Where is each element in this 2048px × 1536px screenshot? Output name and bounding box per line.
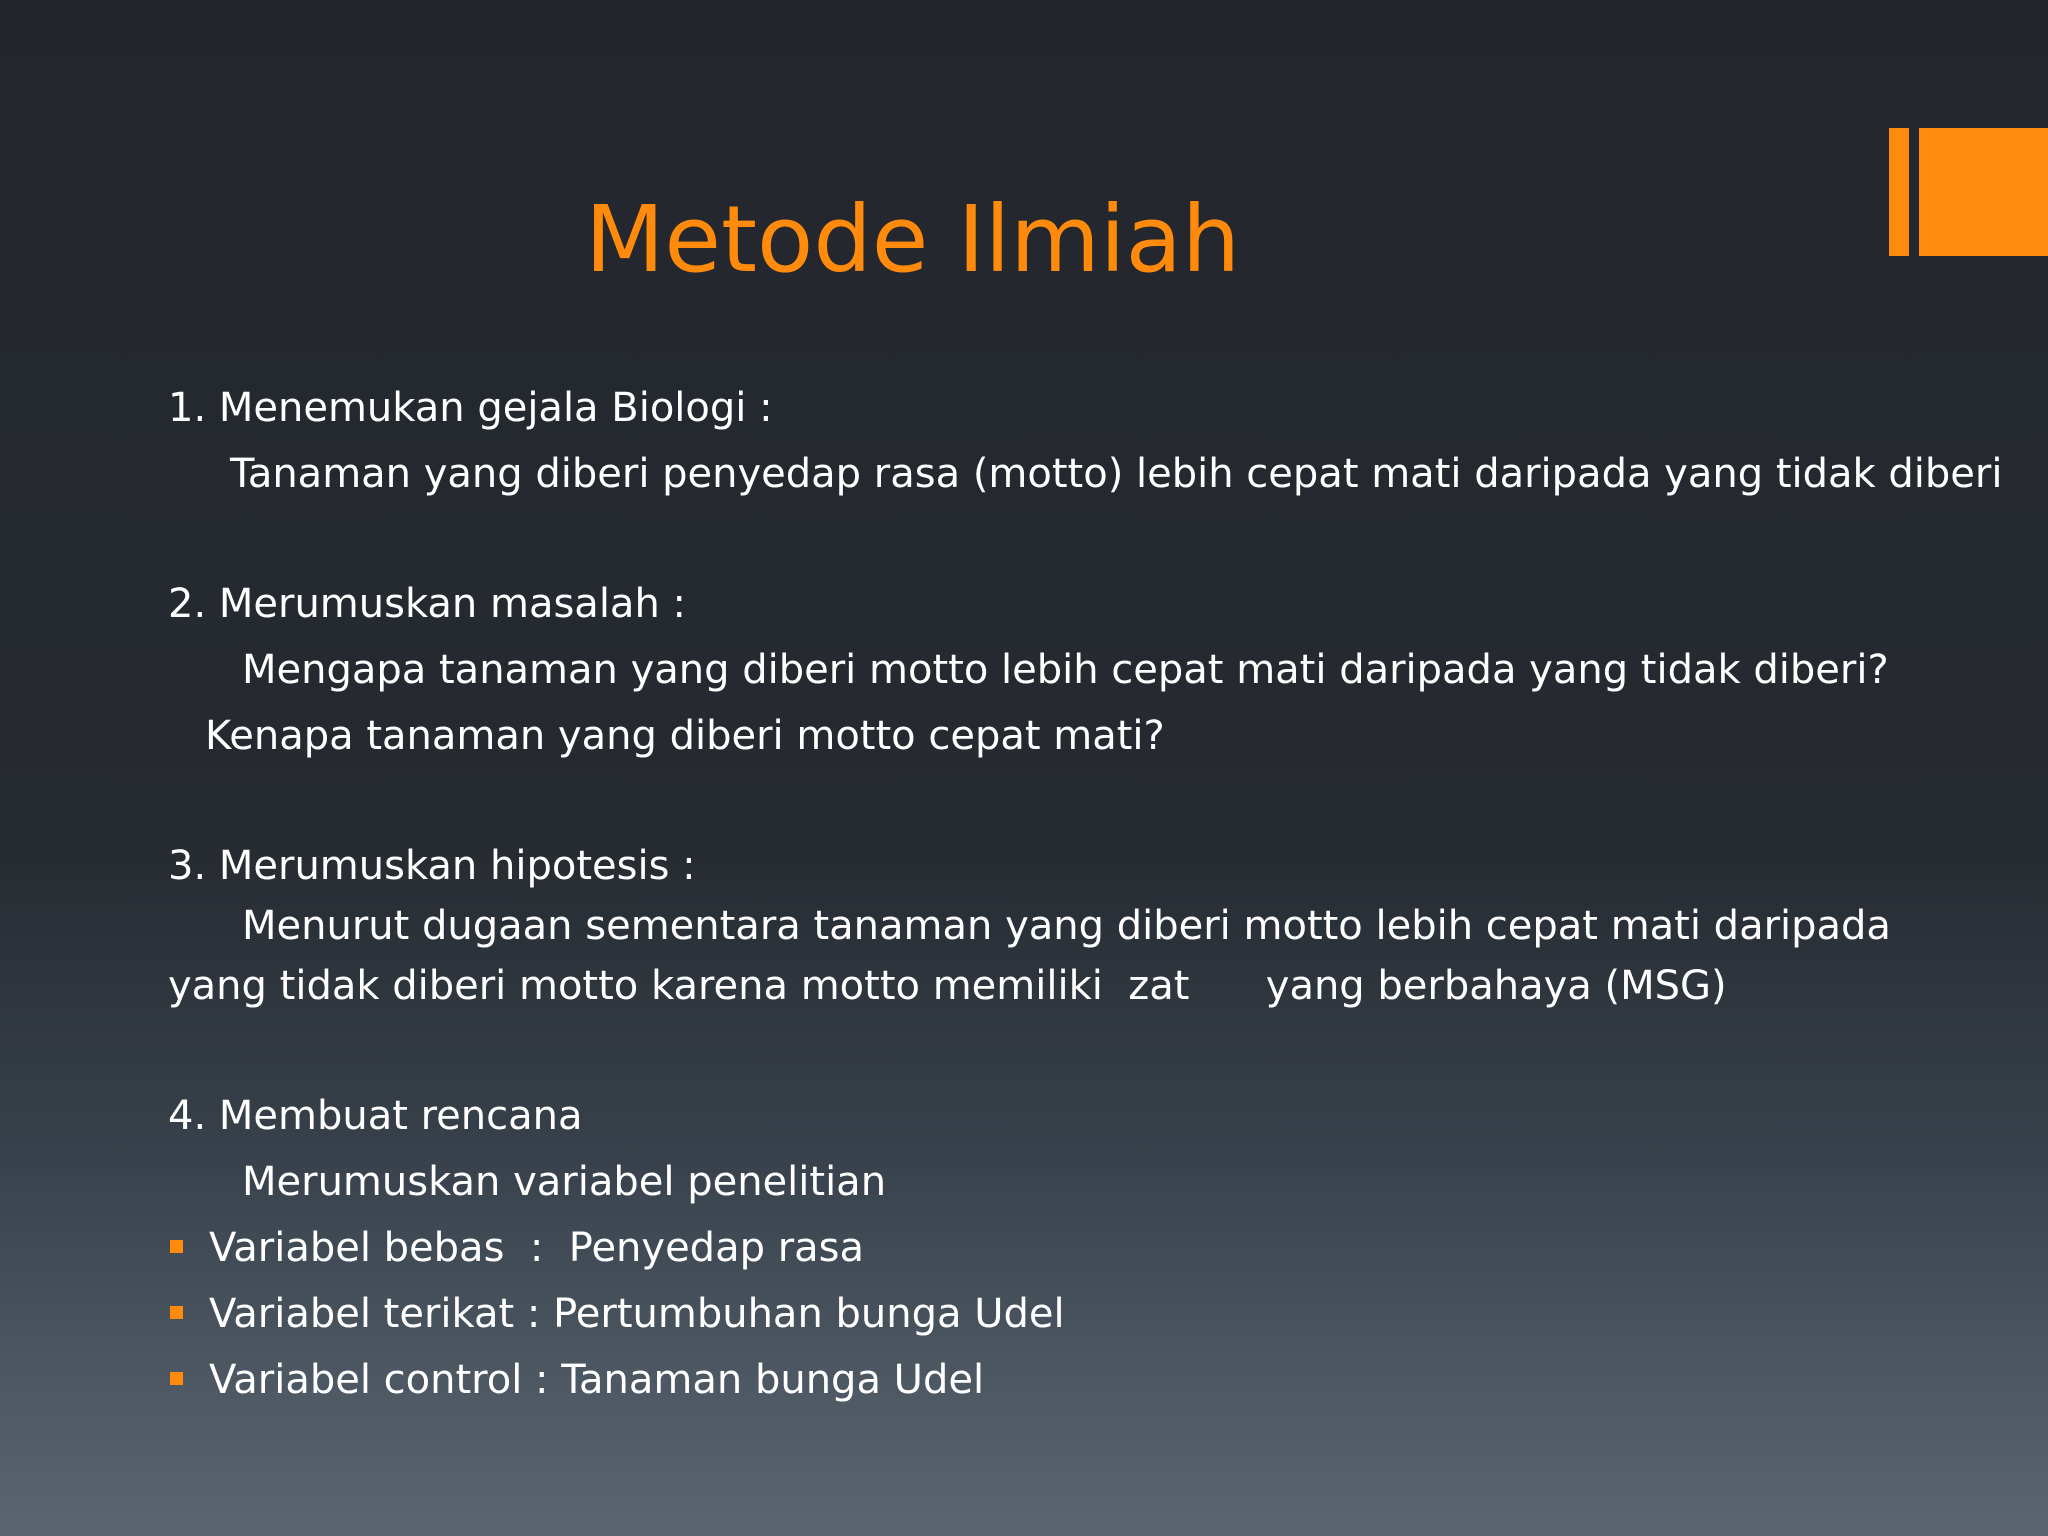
list-item-text: Variabel terikat : Pertumbuhan bunga Udel — [209, 1291, 1065, 1337]
slide-content — [168, 375, 2003, 1413]
square-bullet-icon — [170, 1240, 183, 1253]
section-3-text-2: yang tidak diberi motto karena motto memiliki zat yang berbahaya (MSG) — [168, 963, 1727, 1009]
section-1-text: Tanaman yang diberi penyedap rasa (motto) lebih cepat mati daripada yang tidak diberi — [230, 451, 2003, 497]
list-item — [168, 1347, 1888, 1413]
square-bullet-icon — [170, 1306, 183, 1319]
section-2-text-1: Mengapa tanaman yang diberi motto lebih cepat mati daripada yang tidak diberi? — [242, 647, 1889, 693]
list-item — [168, 1215, 1888, 1281]
section-2-text-2: Kenapa tanaman yang diberi motto cepat mati? — [205, 713, 1165, 759]
square-bullet-icon — [170, 1372, 183, 1385]
spacer — [168, 769, 1888, 833]
spacer — [168, 507, 1888, 571]
list-item-text: Variabel bebas : Penyedap rasa — [209, 1225, 864, 1271]
slide-title: Metode Ilmiah — [585, 186, 1241, 293]
accent-bar-decoration — [1889, 128, 1909, 256]
spacer — [168, 1019, 1888, 1083]
list-item-text: Variabel control : Tanaman bunga Udel — [209, 1357, 985, 1403]
section-3-text-1: Menurut dugaan sementara tanaman yang diberi motto lebih cepat mati daripada — [242, 903, 1891, 949]
accent-block-decoration — [1919, 128, 2048, 256]
section-2-heading: 2. Merumuskan masalah : — [168, 581, 686, 627]
list-item — [168, 1281, 1888, 1347]
section-4-text: Merumuskan variabel penelitian — [242, 1159, 887, 1205]
section-3-heading: 3. Merumuskan hipotesis : — [168, 843, 696, 889]
section-1-heading: 1. Menemukan gejala Biologi : — [168, 385, 773, 431]
section-4-heading: 4. Membuat rencana — [168, 1093, 583, 1139]
